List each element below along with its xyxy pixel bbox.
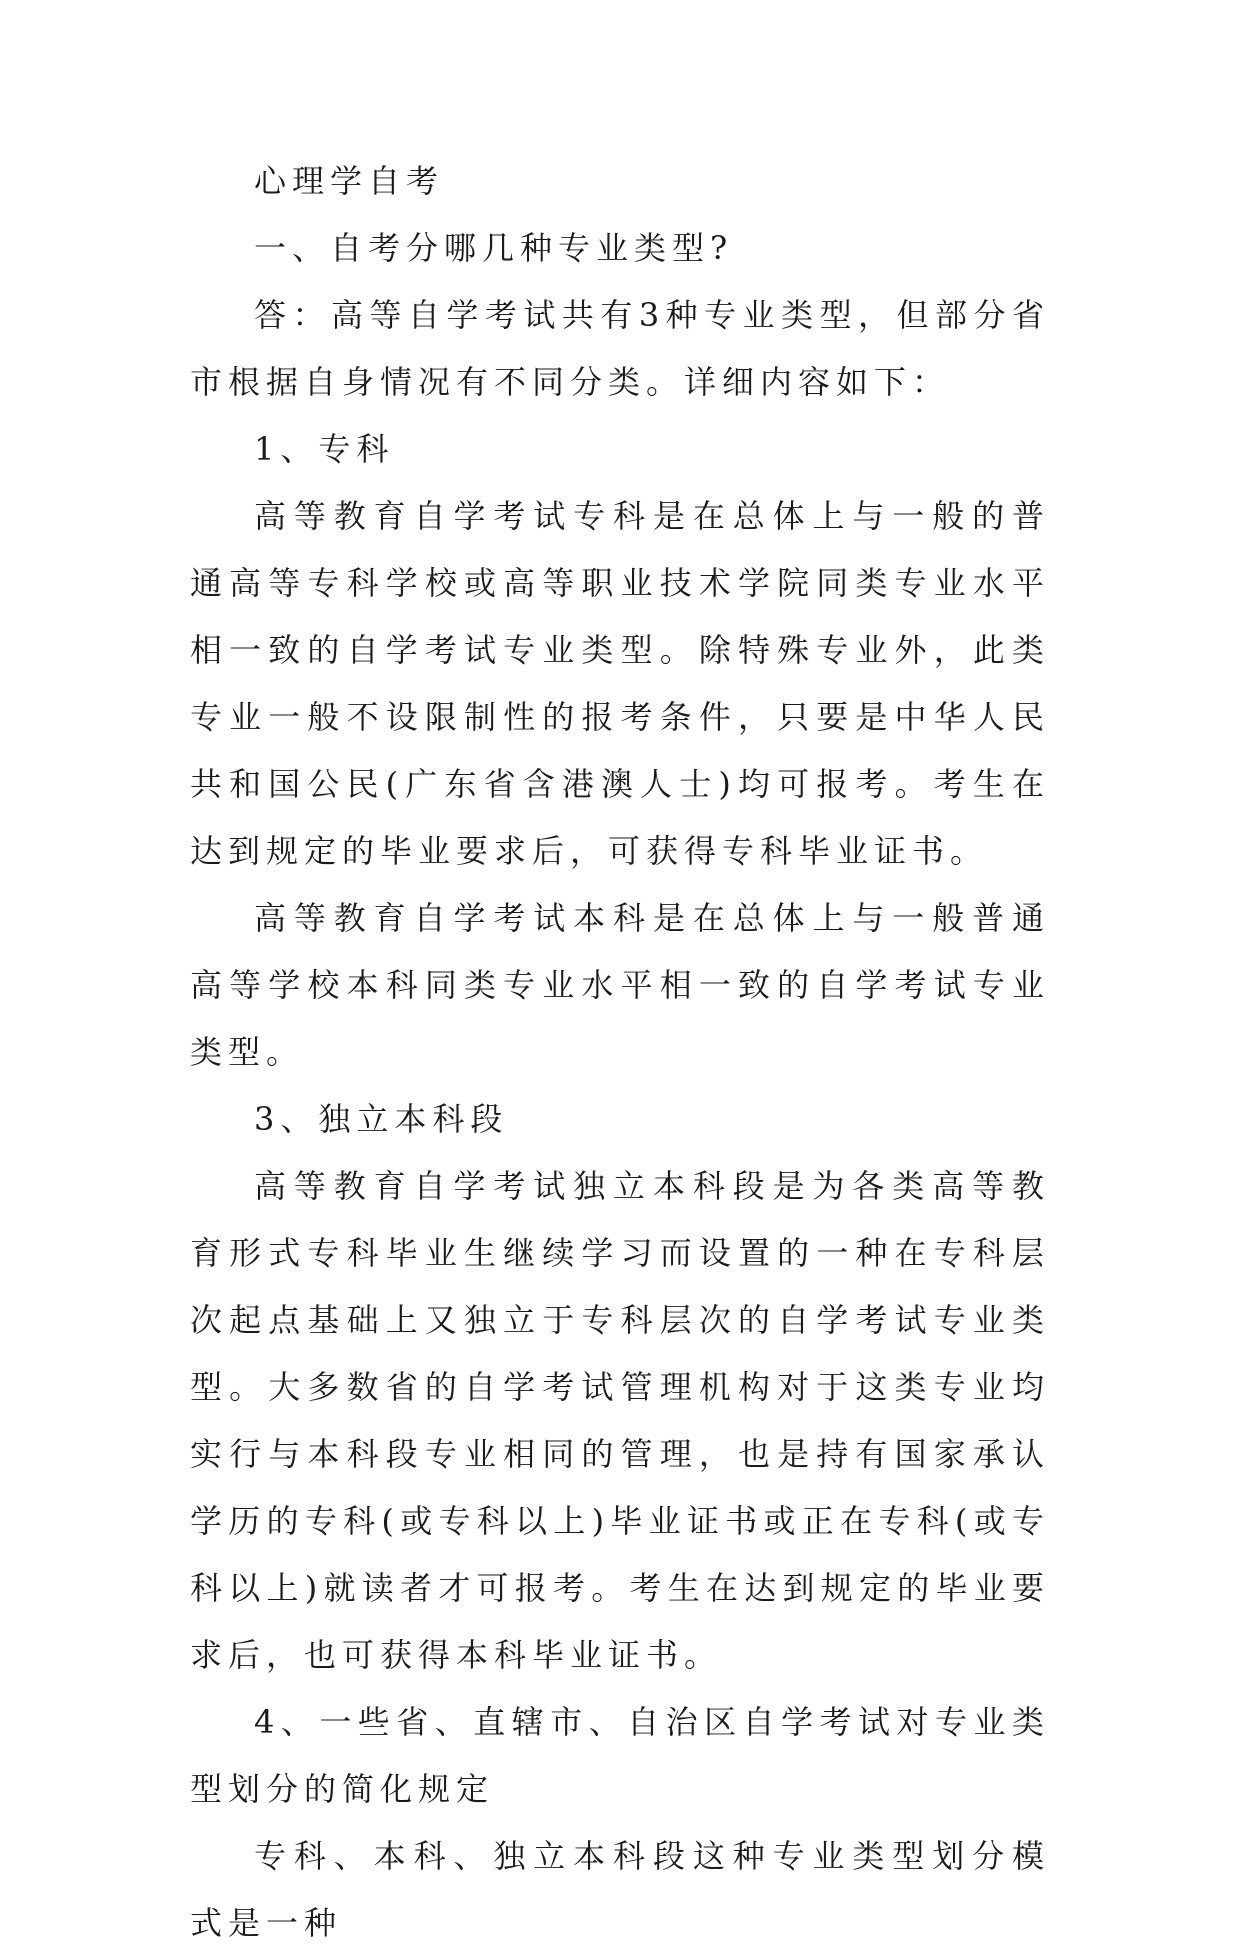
document-body [190,148,1050,1957]
subheading-zhuanke: 1、专科 [254,430,395,468]
document-title: 心理学自考 [254,162,445,200]
section-heading-question-1: 一、自考分哪几种专业类型? [254,229,734,267]
paragraph-simplified-rules: 专科、本科、独立本科段这种专业类型划分模式是一种 [190,1837,1050,1942]
paragraph-zhuanke: 高等教育自学考试专科是在总体上与一般的普通高等专科学校或高等职业技术学院同类专业水平相一致的自学考试专业类型。除特殊专业外，此类专业一般不设限制性的报考条件，只要是中华人民共和国公民(广东省含港澳人士)均可报考。考生在达到规定的毕业要求后，可获得专科毕业证书。 [190,497,1050,870]
subheading-duli-benke: 3、独立本科段 [254,1100,509,1138]
subheading-simplified-rules: 4、一些省、直辖市、自治区自学考试对专业类型划分的简化规定 [190,1703,1050,1808]
paragraph-duli-benke: 高等教育自学考试独立本科段是为各类高等教育形式专科毕业生继续学习而设置的一种在专科层次起点基础上又独立于专科层次的自学考试专业类型。大多数省的自学考试管理机构对于这类专业均实行与本科段专业相同的管理，也是持有国家承认学历的专科(或专科以上)毕业证书或正在专科(或专科以上)就读者才可报考。考生在达到规定的毕业要求后，也可获得本科毕业证书。 [190,1167,1050,1674]
paragraph-benke: 高等教育自学考试本科是在总体上与一般普通高等学校本科同类专业水平相一致的自学考试专业类型。 [190,899,1050,1071]
answer-paragraph: 答：高等自学考试共有3种专业类型，但部分省市根据自身情况有不同分类。详细内容如下： [190,296,1050,401]
